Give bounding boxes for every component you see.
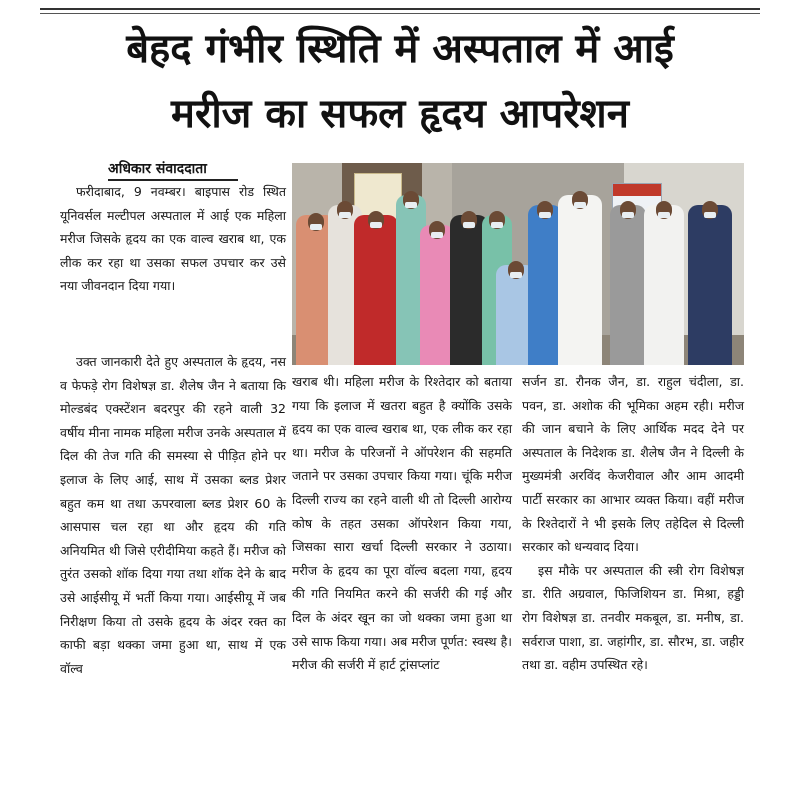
headline-line-1: बेहद गंभीर स्थिति में अस्पताल में आई: [126, 26, 674, 72]
column-2: [292, 370, 512, 677]
news-photo: [292, 163, 744, 365]
column-1-lead: [60, 180, 286, 298]
column-3-text-1: सर्जन डा. रौनक जैन, डा. राहुल चंदीला, डा. पवन, डा. अशोक की भूमिका अहम रही। मरीज की जान बचाने के लिए आर्थिक मदद देने पर अस्पताल के निदेशक डा. शैलेष जैन ने दिल्ली के मुख्यमंत्री अरविंद केजरीवाल और आम आदमी पार्टी सरकार का आभार व्यक्त किया। वहीं मरीज के रिश्तेदारों ने भी इसके लिए तहेदिल से दिल्ली सरकार को धन्यवाद दिया।: [522, 374, 744, 555]
byline: अधिकार संवाददाता: [108, 160, 238, 181]
top-rule: [40, 8, 760, 10]
column-3: [522, 370, 744, 677]
column-1-body: [60, 350, 286, 680]
paragraph-2: उक्त जानकारी देते हुए अस्पताल के हृदय, नस व फेफड़े रोग विशेषज्ञ डा. शैलेष जैन ने बताया कि मोल्डबंद एक्स्टेंशन बदरपुर की रहने वाली 32 वर्षीय मीना नामक महिला मरीज उनके अस्पताल में दिल की तेज गति की समस्या से पीड़ित होने पर इलाज के लिए आई, साथ में उसका ब्लड प्रेशर बहुत कम था तथा ऊपरवाला ब्लड प्रेशर 60 के आसपास चल रहा था और हृदय की गति अनियमित थी जिसे एरीदीमिया कहते हैं। मरीज को तुरंत उसको शॉक दिया गया तथा शॉक देने के बाद उसे आईसीयू में भर्ती किया गया। आईसीयू में जब निरीक्षण किया तो उसके हृदय के अंदर रक्त का काफी बड़ा थक्का जमा हुआ था, साथ में एक वॉल्व: [60, 354, 286, 676]
column-2-text: खराब थी। महिला मरीज के रिश्तेदार को बताया गया कि इलाज में खतरा बहुत है क्योंकि उसके हृदय का एक वाल्व खराब था, एक लीक कर रहा था। मरीज के परिजनों ने ऑपरेशन की सहमति जताने पर उसका उपचार किया गया। चूंकि मरीज दिल्ली राज्य का रहने वाली थी तो दिल्ली आरोग्य कोष के तहत उसका ऑपरेशन किया गया, जिसका सारा खर्चा दिल्ली सरकार ने उठाया। मरीज के हृदय का पूरा वॉल्व बदला गया, हृदय की गति नियमित करने की सर्जरी की गई और दिल के अंदर खून का जो थक्का जमा हुआ था उसे साफ किया गया। अब मरीज पूर्णत: स्वस्थ है। मरीज की सर्जरी में हार्ट ट्रांसप्लांट: [292, 374, 512, 673]
column-3-text-2: इस मौके पर अस्पताल की स्त्री रोग विशेषज्ञ डा. रीति अग्रवाल, फिजिशियन डा. मिश्रा, हड्डी रोग विशेषज्ञ डा. तनवीर मकबूल, डा. मनीष, डा. सर्वराज पाशा, डा. जहांगीर, डा. सौरभ, डा. जहीर तथा डा. वहीम उपस्थित रहे।: [522, 562, 744, 673]
dateline-paragraph: फरीदाबाद, 9 नवम्बर। बाइपास रोड स्थित यूनिवर्सल मल्टीपल अस्पताल में आई एक महिला मरीज जिसके हृदय का एक वाल्व खराब था, एक लीक कर रहा था उसका सफल उपचार कर उसे नया जीवनदान दिया गया।: [60, 184, 286, 294]
top-rule-thin: [40, 13, 760, 14]
headline-line-2: मरीज का सफल हृदय आपरेशन: [171, 91, 629, 137]
